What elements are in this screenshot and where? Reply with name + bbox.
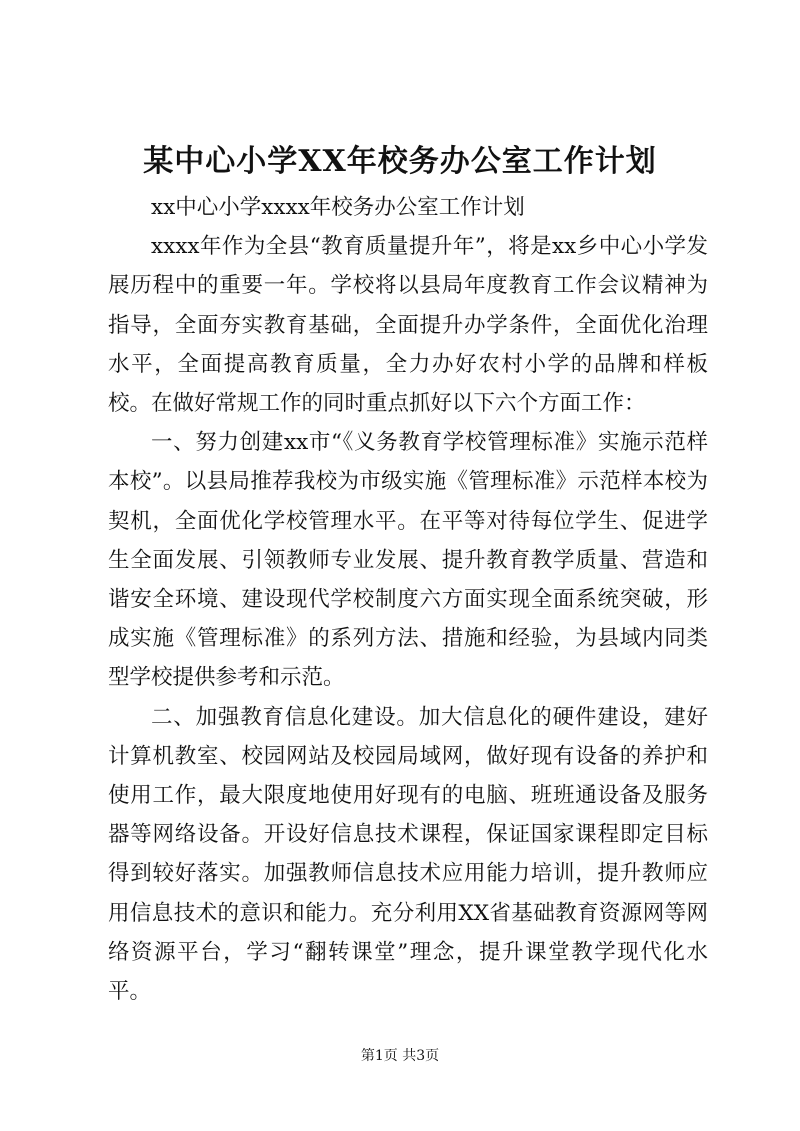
document-body (108, 188, 708, 1011)
page-number-footer: 第1页 共3页 (360, 1048, 440, 1064)
document-title: 某中心小学XX年校务办公室工作计划 (143, 144, 657, 179)
document-subtitle: xx中心小学xxxx年校务办公室工作计划 (151, 195, 525, 220)
paragraph-intro: xxxx年作为全县“教育质量提升年”，将是xx乡中心小学发展历程中的重要一年。学校将以县局年度教育工作会议精神为指导，全面夯实教育基础，全面提升办学条件，全面优化治理水平，全面提高教育质量，全力办好农村小学的品牌和样板校。在做好常规工作的同时重点抓好以下六个方面工作： (108, 234, 708, 417)
paragraph-section-2: 二、加强教育信息化建设。加大信息化的硬件建设，建好计算机教室、校园网站及校园局域网，做好现有设备的养护和使用工作，最大限度地使用好现有的电脑、班班通设备及服务器等网络设备。开设好信息技术课程，保证国家课程即定目标得到较好落实。加强教师信息技术应用能力培训，提升教师应用信息技术的意识和能力。充分利用XX省基础教育资源网等网络资源平台，学习“翻转课堂”理念，提升课堂教学现代化水平。 (108, 704, 708, 1005)
paragraph-section-1: 一、努力创建xx市“《义务教育学校管理标准》实施示范样本校”。以县局推荐我校为市级实施《管理标准》示范样本校为契机，全面优化学校管理水平。在平等对待每位学生、促进学生全面发展、引领教师专业发展、提升教育教学质量、营造和谐安全环境、建设现代学校制度六方面实现全面系统突破，形成实施《管理标准》的系列方法、措施和经验，为县域内同类型学校提供参考和示范。 (108, 430, 708, 691)
